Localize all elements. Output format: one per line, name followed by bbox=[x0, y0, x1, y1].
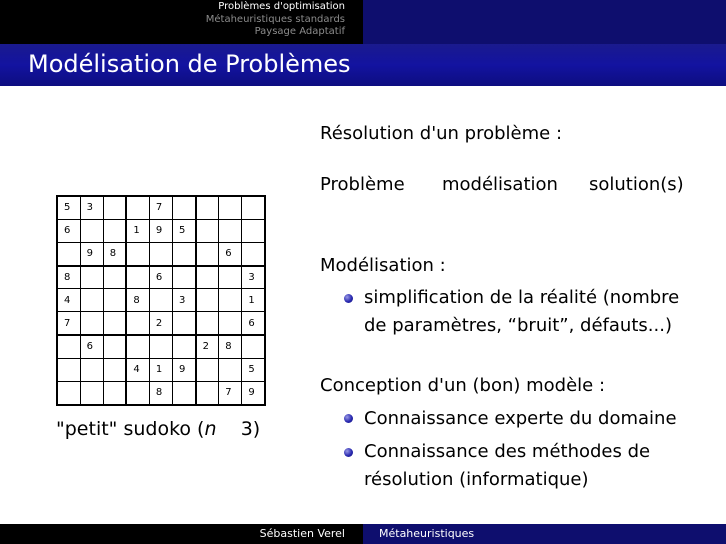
sudoku-cell: 7 bbox=[219, 382, 242, 405]
sudoku-cell bbox=[103, 196, 126, 219]
flow-modelisation: modélisation bbox=[442, 174, 558, 195]
resolution-heading: Résolution d'un problème : bbox=[320, 123, 563, 144]
sudoku-cell bbox=[80, 312, 103, 335]
sudoku-cell: 6 bbox=[149, 266, 172, 289]
sudoku-cell bbox=[103, 335, 126, 358]
sudoku-cell bbox=[219, 358, 242, 381]
sudoku-cell bbox=[57, 382, 80, 405]
sudoku-cell: 4 bbox=[57, 289, 80, 312]
sudoku-cell: 8 bbox=[149, 382, 172, 405]
sudoku-cell: 9 bbox=[149, 219, 172, 242]
sudoku-row bbox=[57, 196, 265, 219]
sudoku-row bbox=[57, 335, 265, 358]
caption-suffix: 3) bbox=[240, 418, 261, 440]
sudoku-cell: 2 bbox=[196, 335, 219, 358]
sudoku-cell: 1 bbox=[126, 219, 149, 242]
sudoku-cell bbox=[196, 196, 219, 219]
sudoku-cell bbox=[196, 219, 219, 242]
sudoku-cell bbox=[196, 242, 219, 265]
sudoku-row bbox=[57, 289, 265, 312]
sudoku-cell bbox=[219, 266, 242, 289]
sudoku-cell: 6 bbox=[80, 335, 103, 358]
sudoku-cell bbox=[173, 382, 196, 405]
sudoku-cell bbox=[173, 266, 196, 289]
sudoku-cell bbox=[196, 382, 219, 405]
title-bar bbox=[0, 44, 726, 86]
sudoku-cell bbox=[219, 196, 242, 219]
sudoku-cell bbox=[242, 219, 265, 242]
sudoku-cell bbox=[242, 335, 265, 358]
sudoku-cell bbox=[103, 289, 126, 312]
flow-solutions: solution(s) bbox=[589, 174, 684, 195]
sudoku-cell: 3 bbox=[80, 196, 103, 219]
sudoku-cell: 6 bbox=[242, 312, 265, 335]
caption-variable: n bbox=[204, 418, 217, 440]
sudoku-cell bbox=[149, 335, 172, 358]
sudoku-cell bbox=[126, 382, 149, 405]
sudoku-cell bbox=[80, 219, 103, 242]
sudoku-cell bbox=[80, 358, 103, 381]
slide-title: Modélisation de Problèmes bbox=[28, 50, 351, 78]
sudoku-row bbox=[57, 382, 265, 405]
sudoku-cell: 3 bbox=[173, 289, 196, 312]
sudoku-cell: 8 bbox=[103, 242, 126, 265]
sudoku-cell bbox=[103, 382, 126, 405]
sudoku-row bbox=[57, 312, 265, 335]
sudoku-cell: 7 bbox=[149, 196, 172, 219]
sudoku-grid bbox=[56, 195, 266, 406]
sudoku-cell: 9 bbox=[173, 358, 196, 381]
bullet-icon bbox=[344, 294, 353, 303]
sudoku-cell: 5 bbox=[57, 196, 80, 219]
sudoku-cell bbox=[196, 266, 219, 289]
conception-bullet-2-line1: Connaissance des méthodes de bbox=[364, 441, 651, 462]
sudoku-cell: 8 bbox=[57, 266, 80, 289]
sudoku-cell bbox=[103, 266, 126, 289]
sudoku-cell: 9 bbox=[242, 382, 265, 405]
sudoku-row bbox=[57, 219, 265, 242]
sudoku-cell bbox=[173, 312, 196, 335]
sudoku-cell bbox=[103, 219, 126, 242]
sudoku-cell bbox=[126, 335, 149, 358]
modelisation-heading: Modélisation : bbox=[320, 255, 446, 276]
sudoku-cell bbox=[173, 196, 196, 219]
header-right-panel bbox=[363, 0, 726, 44]
sudoku-cell: 6 bbox=[219, 242, 242, 265]
sudoku-cell bbox=[103, 312, 126, 335]
modelisation-bullet-line2: de paramètres, “bruit”, défauts...) bbox=[364, 315, 672, 336]
sudoku-cell: 9 bbox=[80, 242, 103, 265]
sudoku-cell bbox=[57, 242, 80, 265]
sudoku-cell: 5 bbox=[173, 219, 196, 242]
nav-item-problemes[interactable]: Problèmes d'optimisation bbox=[218, 1, 345, 12]
sudoku-cell bbox=[57, 358, 80, 381]
sudoku-cell bbox=[80, 289, 103, 312]
sudoku-caption bbox=[56, 418, 260, 440]
sudoku-cell bbox=[126, 242, 149, 265]
sudoku-cell bbox=[173, 335, 196, 358]
sudoku-cell bbox=[80, 382, 103, 405]
sudoku-cell: 5 bbox=[242, 358, 265, 381]
sudoku-cell bbox=[126, 266, 149, 289]
sudoku-cell: 8 bbox=[126, 289, 149, 312]
sudoku-cell bbox=[219, 289, 242, 312]
sudoku-cell bbox=[196, 289, 219, 312]
sudoku-cell bbox=[149, 289, 172, 312]
sudoku-cell: 6 bbox=[57, 219, 80, 242]
nav-item-paysage[interactable]: Paysage Adaptatif bbox=[254, 26, 345, 37]
conception-bullet-2-line2: résolution (informatique) bbox=[364, 469, 589, 490]
sudoku-cell: 4 bbox=[126, 358, 149, 381]
sudoku-cell bbox=[126, 196, 149, 219]
flow-problem: Problème bbox=[320, 174, 405, 195]
sudoku-cell: 1 bbox=[149, 358, 172, 381]
sudoku-cell bbox=[80, 266, 103, 289]
sudoku-cell bbox=[173, 242, 196, 265]
bullet-icon bbox=[344, 414, 353, 423]
conception-bullet-1: Connaissance experte du domaine bbox=[364, 408, 677, 429]
sudoku-cell bbox=[242, 196, 265, 219]
sudoku-cell bbox=[57, 335, 80, 358]
modelisation-bullet-line1: simplification de la réalité (nombre bbox=[364, 287, 680, 308]
conception-heading: Conception d'un (bon) modèle : bbox=[320, 375, 606, 396]
sudoku-cell bbox=[196, 358, 219, 381]
section-navigation bbox=[0, 0, 363, 44]
sudoku-cell bbox=[196, 312, 219, 335]
sudoku-cell bbox=[219, 312, 242, 335]
sudoku-cell: 1 bbox=[242, 289, 265, 312]
sudoku-row bbox=[57, 266, 265, 289]
header-bar bbox=[0, 0, 726, 44]
sudoku-cell: 8 bbox=[219, 335, 242, 358]
sudoku-row bbox=[57, 358, 265, 381]
sudoku-cell bbox=[219, 219, 242, 242]
footer-short-title: Métaheuristiques bbox=[363, 524, 726, 544]
footer-bar bbox=[0, 524, 726, 544]
bullet-icon bbox=[344, 448, 353, 457]
sudoku-cell bbox=[126, 312, 149, 335]
nav-item-metaheuristiques[interactable]: Métaheuristiques standards bbox=[205, 13, 345, 25]
sudoku-cell bbox=[103, 358, 126, 381]
sudoku-cell: 2 bbox=[149, 312, 172, 335]
sudoku-row bbox=[57, 242, 265, 265]
sudoku-cell: 3 bbox=[242, 266, 265, 289]
sudoku-cell: 7 bbox=[57, 312, 80, 335]
sudoku-cell bbox=[242, 242, 265, 265]
caption-prefix: "petit" sudoko ( bbox=[56, 418, 205, 440]
footer-author: Sébastien Verel bbox=[259, 527, 345, 540]
sudoku-cell bbox=[149, 242, 172, 265]
